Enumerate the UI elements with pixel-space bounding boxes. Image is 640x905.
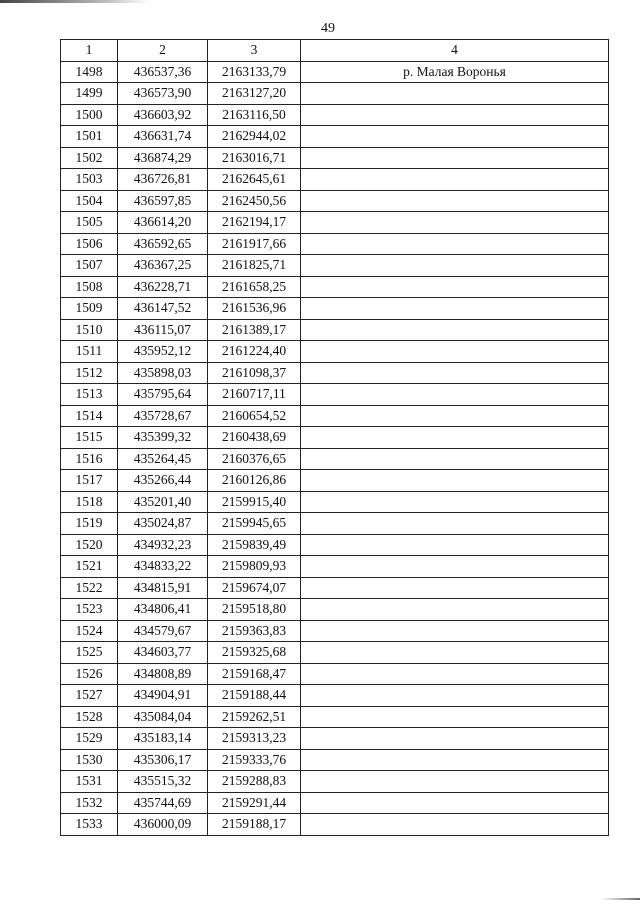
point-number-cell: 1522 bbox=[61, 577, 118, 599]
table-row bbox=[61, 792, 609, 814]
y-coordinate-cell: 2162944,02 bbox=[208, 126, 301, 148]
x-coordinate-cell: 435024,87 bbox=[118, 513, 208, 535]
description-cell bbox=[301, 362, 609, 384]
y-coordinate-cell: 2159333,76 bbox=[208, 749, 301, 771]
x-coordinate-cell: 435898,03 bbox=[118, 362, 208, 384]
y-coordinate-cell: 2162450,56 bbox=[208, 190, 301, 212]
y-coordinate-cell: 2161917,66 bbox=[208, 233, 301, 255]
x-coordinate-cell: 435201,40 bbox=[118, 491, 208, 513]
table-row bbox=[61, 706, 609, 728]
description-cell bbox=[301, 814, 609, 836]
header-cell-y: 3 bbox=[208, 40, 301, 62]
y-coordinate-cell: 2160126,86 bbox=[208, 470, 301, 492]
description-cell bbox=[301, 642, 609, 664]
table-row bbox=[61, 749, 609, 771]
description-cell bbox=[301, 470, 609, 492]
y-coordinate-cell: 2160376,65 bbox=[208, 448, 301, 470]
description-cell bbox=[301, 169, 609, 191]
table-row bbox=[61, 491, 609, 513]
table-row bbox=[61, 255, 609, 277]
table-row bbox=[61, 83, 609, 105]
y-coordinate-cell: 2163116,50 bbox=[208, 104, 301, 126]
point-number-cell: 1504 bbox=[61, 190, 118, 212]
description-cell bbox=[301, 298, 609, 320]
y-coordinate-cell: 2159188,44 bbox=[208, 685, 301, 707]
x-coordinate-cell: 436000,09 bbox=[118, 814, 208, 836]
scan-edge-mark-bottom bbox=[600, 898, 640, 900]
table-body bbox=[61, 61, 609, 835]
y-coordinate-cell: 2163016,71 bbox=[208, 147, 301, 169]
description-cell bbox=[301, 384, 609, 406]
x-coordinate-cell: 435399,32 bbox=[118, 427, 208, 449]
point-number-cell: 1526 bbox=[61, 663, 118, 685]
y-coordinate-cell: 2159839,49 bbox=[208, 534, 301, 556]
x-coordinate-cell: 436147,52 bbox=[118, 298, 208, 320]
table-row bbox=[61, 685, 609, 707]
y-coordinate-cell: 2161098,37 bbox=[208, 362, 301, 384]
x-coordinate-cell: 436367,25 bbox=[118, 255, 208, 277]
table-header bbox=[61, 40, 609, 62]
table-row bbox=[61, 599, 609, 621]
description-cell bbox=[301, 491, 609, 513]
table-row bbox=[61, 341, 609, 363]
point-number-cell: 1499 bbox=[61, 83, 118, 105]
y-coordinate-cell: 2159809,93 bbox=[208, 556, 301, 578]
table-row bbox=[61, 427, 609, 449]
description-cell bbox=[301, 190, 609, 212]
x-coordinate-cell: 434603,77 bbox=[118, 642, 208, 664]
description-cell bbox=[301, 104, 609, 126]
y-coordinate-cell: 2160717,11 bbox=[208, 384, 301, 406]
table-row bbox=[61, 577, 609, 599]
y-coordinate-cell: 2159945,65 bbox=[208, 513, 301, 535]
y-coordinate-cell: 2159188,17 bbox=[208, 814, 301, 836]
table-row bbox=[61, 298, 609, 320]
x-coordinate-cell: 435084,04 bbox=[118, 706, 208, 728]
y-coordinate-cell: 2159518,80 bbox=[208, 599, 301, 621]
point-number-cell: 1519 bbox=[61, 513, 118, 535]
table-row bbox=[61, 384, 609, 406]
description-cell bbox=[301, 276, 609, 298]
y-coordinate-cell: 2160654,52 bbox=[208, 405, 301, 427]
header-cell-point: 1 bbox=[61, 40, 118, 62]
scan-edge-mark bbox=[0, 0, 150, 3]
point-number-cell: 1516 bbox=[61, 448, 118, 470]
x-coordinate-cell: 436726,81 bbox=[118, 169, 208, 191]
point-number-cell: 1502 bbox=[61, 147, 118, 169]
table-row bbox=[61, 513, 609, 535]
point-number-cell: 1530 bbox=[61, 749, 118, 771]
point-number-cell: 1532 bbox=[61, 792, 118, 814]
table-row bbox=[61, 448, 609, 470]
point-number-cell: 1521 bbox=[61, 556, 118, 578]
description-cell bbox=[301, 706, 609, 728]
point-number-cell: 1515 bbox=[61, 427, 118, 449]
table-row bbox=[61, 556, 609, 578]
point-number-cell: 1506 bbox=[61, 233, 118, 255]
x-coordinate-cell: 434806,41 bbox=[118, 599, 208, 621]
table-row bbox=[61, 104, 609, 126]
header-cell-description: 4 bbox=[301, 40, 609, 62]
description-cell bbox=[301, 728, 609, 750]
y-coordinate-cell: 2160438,69 bbox=[208, 427, 301, 449]
point-number-cell: 1513 bbox=[61, 384, 118, 406]
header-row bbox=[61, 40, 609, 62]
description-cell bbox=[301, 599, 609, 621]
y-coordinate-cell: 2159313,23 bbox=[208, 728, 301, 750]
description-cell bbox=[301, 233, 609, 255]
table-row bbox=[61, 169, 609, 191]
header-cell-x: 2 bbox=[118, 40, 208, 62]
y-coordinate-cell: 2159288,83 bbox=[208, 771, 301, 793]
table-row bbox=[61, 276, 609, 298]
description-cell bbox=[301, 448, 609, 470]
y-coordinate-cell: 2159915,40 bbox=[208, 491, 301, 513]
point-number-cell: 1524 bbox=[61, 620, 118, 642]
description-cell bbox=[301, 405, 609, 427]
table-row bbox=[61, 405, 609, 427]
coordinates-table bbox=[60, 39, 609, 836]
x-coordinate-cell: 435183,14 bbox=[118, 728, 208, 750]
point-number-cell: 1514 bbox=[61, 405, 118, 427]
x-coordinate-cell: 436573,90 bbox=[118, 83, 208, 105]
x-coordinate-cell: 435266,44 bbox=[118, 470, 208, 492]
point-number-cell: 1510 bbox=[61, 319, 118, 341]
table-row bbox=[61, 642, 609, 664]
description-cell bbox=[301, 83, 609, 105]
point-number-cell: 1500 bbox=[61, 104, 118, 126]
point-number-cell: 1527 bbox=[61, 685, 118, 707]
x-coordinate-cell: 435795,64 bbox=[118, 384, 208, 406]
x-coordinate-cell: 436603,92 bbox=[118, 104, 208, 126]
x-coordinate-cell: 434579,67 bbox=[118, 620, 208, 642]
table-row bbox=[61, 126, 609, 148]
description-cell bbox=[301, 749, 609, 771]
table-row bbox=[61, 771, 609, 793]
description-cell: р. Малая Воронья bbox=[301, 61, 609, 83]
table-row bbox=[61, 319, 609, 341]
x-coordinate-cell: 434932,23 bbox=[118, 534, 208, 556]
description-cell bbox=[301, 792, 609, 814]
point-number-cell: 1520 bbox=[61, 534, 118, 556]
y-coordinate-cell: 2159168,47 bbox=[208, 663, 301, 685]
point-number-cell: 1518 bbox=[61, 491, 118, 513]
y-coordinate-cell: 2159363,83 bbox=[208, 620, 301, 642]
description-cell bbox=[301, 577, 609, 599]
description-cell bbox=[301, 513, 609, 535]
y-coordinate-cell: 2159262,51 bbox=[208, 706, 301, 728]
x-coordinate-cell: 436614,20 bbox=[118, 212, 208, 234]
table-row bbox=[61, 814, 609, 836]
y-coordinate-cell: 2161658,25 bbox=[208, 276, 301, 298]
x-coordinate-cell: 434904,91 bbox=[118, 685, 208, 707]
y-coordinate-cell: 2159291,44 bbox=[208, 792, 301, 814]
table-row bbox=[61, 61, 609, 83]
x-coordinate-cell: 435515,32 bbox=[118, 771, 208, 793]
y-coordinate-cell: 2162645,61 bbox=[208, 169, 301, 191]
description-cell bbox=[301, 663, 609, 685]
point-number-cell: 1501 bbox=[61, 126, 118, 148]
description-cell bbox=[301, 620, 609, 642]
x-coordinate-cell: 436115,07 bbox=[118, 319, 208, 341]
y-coordinate-cell: 2161536,96 bbox=[208, 298, 301, 320]
description-cell bbox=[301, 771, 609, 793]
point-number-cell: 1531 bbox=[61, 771, 118, 793]
point-number-cell: 1517 bbox=[61, 470, 118, 492]
y-coordinate-cell: 2161224,40 bbox=[208, 341, 301, 363]
y-coordinate-cell: 2161389,17 bbox=[208, 319, 301, 341]
point-number-cell: 1509 bbox=[61, 298, 118, 320]
x-coordinate-cell: 434833,22 bbox=[118, 556, 208, 578]
x-coordinate-cell: 436537,36 bbox=[118, 61, 208, 83]
table-row bbox=[61, 362, 609, 384]
point-number-cell: 1511 bbox=[61, 341, 118, 363]
point-number-cell: 1528 bbox=[61, 706, 118, 728]
table-row bbox=[61, 190, 609, 212]
x-coordinate-cell: 434808,89 bbox=[118, 663, 208, 685]
point-number-cell: 1533 bbox=[61, 814, 118, 836]
point-number-cell: 1529 bbox=[61, 728, 118, 750]
table-row bbox=[61, 147, 609, 169]
page-number: 49 bbox=[321, 21, 335, 36]
description-cell bbox=[301, 556, 609, 578]
y-coordinate-cell: 2159325,68 bbox=[208, 642, 301, 664]
y-coordinate-cell: 2163133,79 bbox=[208, 61, 301, 83]
x-coordinate-cell: 436592,65 bbox=[118, 233, 208, 255]
x-coordinate-cell: 435728,67 bbox=[118, 405, 208, 427]
table-row bbox=[61, 470, 609, 492]
table-row bbox=[61, 233, 609, 255]
point-number-cell: 1505 bbox=[61, 212, 118, 234]
x-coordinate-cell: 436631,74 bbox=[118, 126, 208, 148]
description-cell bbox=[301, 427, 609, 449]
point-number-cell: 1525 bbox=[61, 642, 118, 664]
table-row bbox=[61, 663, 609, 685]
description-cell bbox=[301, 212, 609, 234]
point-number-cell: 1503 bbox=[61, 169, 118, 191]
description-cell bbox=[301, 685, 609, 707]
table-row bbox=[61, 212, 609, 234]
description-cell bbox=[301, 126, 609, 148]
y-coordinate-cell: 2159674,07 bbox=[208, 577, 301, 599]
x-coordinate-cell: 435744,69 bbox=[118, 792, 208, 814]
table-row bbox=[61, 728, 609, 750]
description-cell bbox=[301, 341, 609, 363]
x-coordinate-cell: 435952,12 bbox=[118, 341, 208, 363]
description-cell bbox=[301, 319, 609, 341]
point-number-cell: 1498 bbox=[61, 61, 118, 83]
x-coordinate-cell: 436228,71 bbox=[118, 276, 208, 298]
y-coordinate-cell: 2163127,20 bbox=[208, 83, 301, 105]
x-coordinate-cell: 436597,85 bbox=[118, 190, 208, 212]
x-coordinate-cell: 435306,17 bbox=[118, 749, 208, 771]
description-cell bbox=[301, 534, 609, 556]
description-cell bbox=[301, 147, 609, 169]
description-cell bbox=[301, 255, 609, 277]
x-coordinate-cell: 434815,91 bbox=[118, 577, 208, 599]
point-number-cell: 1508 bbox=[61, 276, 118, 298]
table-row bbox=[61, 620, 609, 642]
point-number-cell: 1523 bbox=[61, 599, 118, 621]
table-row bbox=[61, 534, 609, 556]
point-number-cell: 1507 bbox=[61, 255, 118, 277]
point-number-cell: 1512 bbox=[61, 362, 118, 384]
y-coordinate-cell: 2161825,71 bbox=[208, 255, 301, 277]
y-coordinate-cell: 2162194,17 bbox=[208, 212, 301, 234]
x-coordinate-cell: 435264,45 bbox=[118, 448, 208, 470]
x-coordinate-cell: 436874,29 bbox=[118, 147, 208, 169]
